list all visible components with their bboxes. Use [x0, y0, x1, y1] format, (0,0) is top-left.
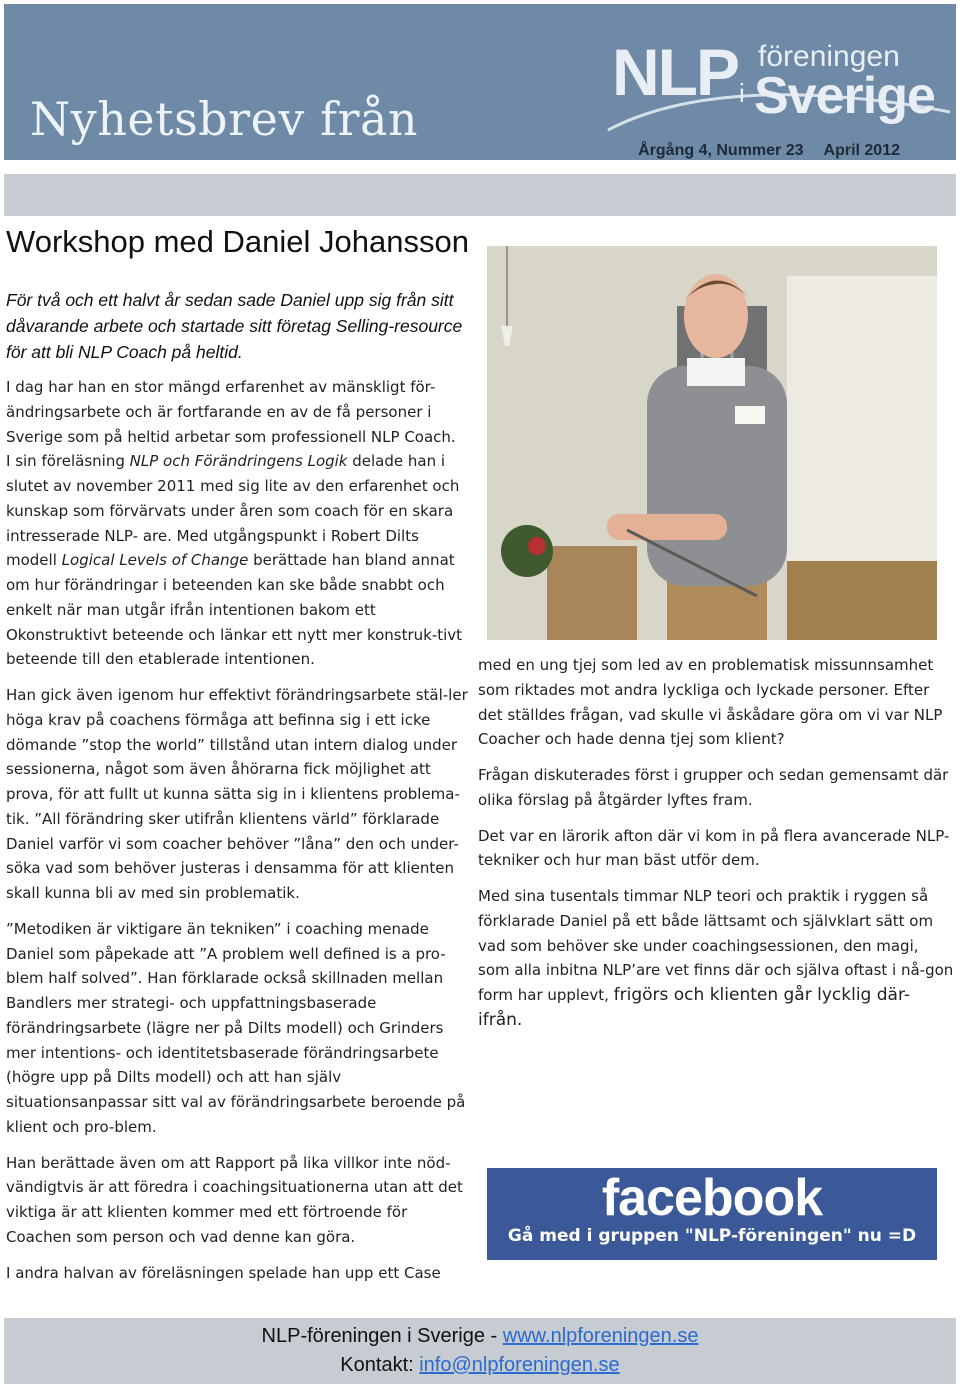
issue-number: Årgång 4, Nummer 23 [638, 142, 804, 159]
left-column [6, 375, 468, 1296]
paragraph-2-em-2: Logical Levels of Change [61, 551, 249, 570]
paragraph-2-part-a: I sin föreläsning [6, 452, 130, 471]
footer [4, 1318, 956, 1384]
masthead [4, 4, 956, 160]
facebook-group-banner[interactable] [487, 1168, 937, 1260]
facebook-logo-text: facebook [601, 1169, 823, 1227]
paragraph-4: ”Metodiken är viktigare än tekniken” i coaching menade Daniel som påpekade att ”A problem well defined is a pro-blem half solved”. Han förklarade också skillnaden mellan Bandlers mer strategi- och uppfattningsbaserade förändringsarbete (lägre ner på Dilts modell) och Grinders mer intentions- och identitetsbaserade förändringsarbete (högre upp på Dilts modell) och att han själv situationsanpassar sitt val av förändringsarbete beroende på klient och pro-blem. [6, 919, 466, 1136]
right-paragraph-1: med en ung tjej som led av en problematisk missunnsamhet som riktades mot andra lyckliga och lyckade personer. Efter det ställdes frågan, vad skulle vi åskådare göra om vi var NLP Coacher och hade denna tjej som klient? [478, 656, 943, 749]
paragraph-5: Han berättade även om att Rapport på lika villkor inte nöd-vändigtvis är att föredra i coachingsituationerna utan att det viktiga är att klienten kommer med ett förtroende för Coachen som person och vad denne kan göra. [6, 1153, 463, 1246]
paragraph-1: I dag har han en stor mängd erfarenhet av mänskligt för-ändringsarbete och är fortfarande en av de få personer i Sverige som på heltid arbetar som professionell NLP Coach. [6, 378, 456, 446]
right-column [478, 653, 954, 1044]
logo-nlp-text: NLP [612, 35, 738, 109]
website-link[interactable]: www.nlpforeningen.se [502, 1325, 699, 1347]
nlp-logo [604, 26, 954, 136]
right-paragraph-4-part-b: frigörs och klienten går lycklig där-ifrån. [478, 985, 910, 1030]
paragraph-2 [6, 449, 468, 672]
issue-info [638, 142, 900, 160]
footer-separator: - [485, 1325, 503, 1347]
header-divider-bar [4, 174, 956, 216]
facebook-join-text: Gå med i gruppen "NLP-föreningen" nu =D [507, 1226, 917, 1246]
paragraph-2-em-1: NLP och Förändringens Logik [129, 452, 348, 471]
logo-i-text: i [739, 78, 745, 108]
logo-sverige-text: Sverige [754, 67, 935, 125]
contact-label: Kontakt: [340, 1354, 420, 1376]
paragraph-3: Han gick även igenom hur effektivt förändringsarbete stäl-ler höga krav på coachens förmåga att befinna sig i ett icke dömande ”stop the world” tillstånd utan intern dialog under sessionerna, något som även åhörarna fick möjlighet att prova, för att fullt ut kunna sätta sig in i klientens problema-tik. ”All förändring sker utifrån klientens värld” förklarade Daniel varför vi som coacher behöver ”låna” den och under-söka vad som behöver justeras i densamma för att klienten skall kunna bli av med sin problematik. [6, 686, 468, 902]
right-paragraph-3: Det var en lärorik afton där vi kom in på flera avancerade NLP- tekniker och hur man bäst utför dem. [478, 826, 950, 870]
paragraph-2-part-b: delade han i slutet av november 2011 med sig lite av den erfarenhet och kunskap som förvärvats under åren som coach för en skara intresserade NLP- are. Med utgångspunkt i Robert Dilts modell [6, 452, 460, 570]
right-paragraph-2: Frågan diskuterades först i grupper och sedan gemensamt där olika förslag på åtgärder lyftes fram. [478, 766, 949, 809]
email-link[interactable]: info@nlpforeningen.se [419, 1354, 620, 1376]
paragraph-6: I andra halvan av föreläsningen spelade han upp ett Case [6, 1263, 441, 1282]
logo-foreningen-text: föreningen [758, 40, 900, 73]
newsletter-title: Nyhetsbrev från [30, 92, 419, 146]
article-title: Workshop med Daniel Johansson [6, 224, 469, 259]
article-lead: För två och ett halvt år sedan sade Daniel upp sig från sitt dåvarande arbete och startade sitt företag Selling-resource för att bli NLP Coach på heltid. [6, 290, 463, 362]
issue-date: April 2012 [823, 142, 900, 159]
paragraph-2-part-c: berättade han bland annat om hur förändringar i beteenden kan ske både snabbt och enkelt när man utgår ifrån intentionen bakom ett Okonstruktivt beteende och länkar ett nytt mer konstruk-tivt beteende till den etablerade intentionen. [6, 551, 463, 669]
footer-line-2 [4, 1354, 956, 1377]
right-paragraph-4 [478, 884, 954, 1033]
right-paragraph-4-part-a: Med sina tusentals timmar NLP teori och praktik i ryggen så förklarade Daniel på ett både lättsamt och självklart sätt om vad som behöver ske under coachingsessionen, den magi, som alla inbitna NLP’are vet finns där och själva oftast i nå-gon form har upplevt, [478, 887, 954, 1004]
speaker-photo-illustration [487, 246, 937, 640]
speaker-photo [487, 246, 937, 640]
footer-org: NLP-föreningen i Sverige [261, 1325, 485, 1347]
footer-line-1 [4, 1325, 956, 1348]
